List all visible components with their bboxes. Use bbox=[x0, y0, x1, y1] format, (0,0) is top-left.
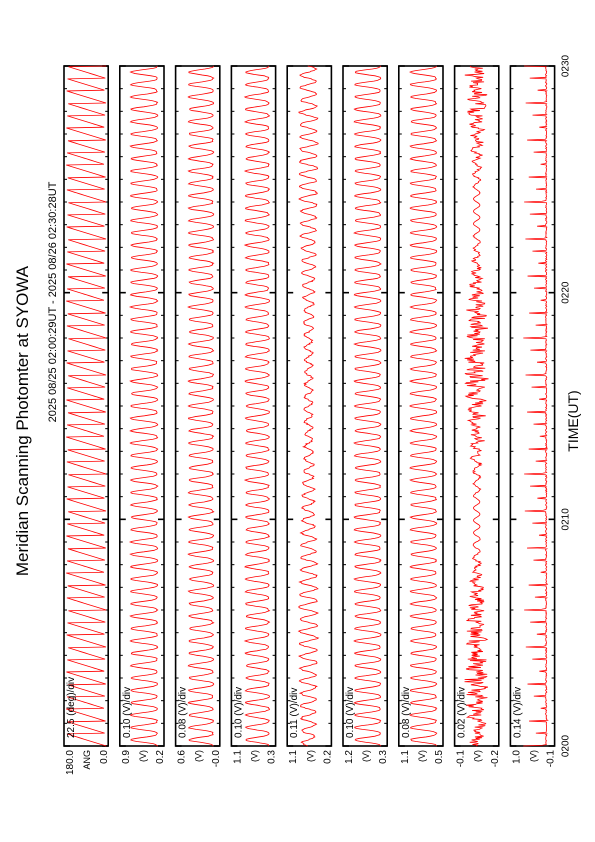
channel-label: (V) bbox=[528, 750, 539, 762]
panel-frame bbox=[399, 66, 443, 746]
y-tick-label: 1.1 bbox=[399, 750, 411, 764]
panel-stack bbox=[64, 66, 557, 775]
scale-label: 0.14 (V)/div bbox=[512, 686, 524, 738]
x-tick-label: 0200 bbox=[560, 734, 572, 758]
y-tick-label: -0.1 bbox=[545, 750, 557, 768]
panel-ch5 bbox=[343, 66, 389, 764]
y-tick-label: 0.3 bbox=[378, 750, 390, 764]
scale-label: 0.10 (V)/div bbox=[121, 686, 133, 738]
y-tick-label: 1.1 bbox=[288, 750, 300, 764]
y-tick-label: 1.2 bbox=[344, 750, 355, 764]
y-tick-label: -0.2 bbox=[489, 750, 501, 768]
panel-frame bbox=[120, 66, 164, 746]
panel-frame bbox=[455, 66, 499, 746]
x-tick-label: 0230 bbox=[560, 54, 572, 78]
y-tick-label: 0.9 bbox=[120, 750, 132, 764]
panel-ch1 bbox=[120, 66, 166, 764]
x-axis-label: TIME(UT) bbox=[565, 390, 581, 452]
scale-label: 0.08 (V)/div bbox=[177, 686, 189, 738]
y-tick-label: 0.3 bbox=[266, 750, 278, 764]
chart-title: Meridian Scanning Photomter at SYOWA bbox=[13, 265, 32, 577]
scale-label: 0.10 (V)/div bbox=[233, 686, 245, 738]
y-tick-label: -0.1 bbox=[455, 750, 467, 768]
y-tick-label: 180.0 bbox=[65, 750, 76, 776]
channel-label: (V) bbox=[249, 750, 260, 762]
panel-frame bbox=[176, 66, 220, 746]
panel-frame bbox=[343, 66, 387, 746]
panel-angle bbox=[64, 66, 110, 775]
scale-label: 22.5 (deg)/div bbox=[66, 676, 77, 738]
panel-frame bbox=[510, 66, 554, 746]
y-tick-label: -0.0 bbox=[210, 750, 222, 768]
panel-ch3 bbox=[231, 66, 277, 764]
channel-label: (V) bbox=[416, 750, 427, 762]
panel-ch4 bbox=[287, 66, 333, 764]
channel-label: ANG bbox=[82, 750, 93, 770]
panel-frame bbox=[231, 66, 275, 746]
x-tick-label: 0210 bbox=[560, 508, 572, 531]
scale-label: 0.10 (V)/div bbox=[345, 686, 356, 738]
panel-ch7 bbox=[455, 66, 501, 767]
scale-label: 0.11 (V)/div bbox=[289, 687, 301, 738]
time-range-label: 2025 08/25 02:00:29UT - 2025 08/26 02:30:28UT bbox=[47, 181, 59, 423]
channel-label: (V) bbox=[472, 750, 483, 762]
y-tick-label: 1.0 bbox=[511, 750, 523, 764]
panel-ch2 bbox=[176, 66, 222, 767]
y-tick-label: 0.2 bbox=[322, 750, 334, 764]
panel-ch6 bbox=[399, 66, 445, 764]
channel-label: (V) bbox=[305, 750, 316, 762]
channel-label: (V) bbox=[137, 750, 148, 762]
y-tick-label: 0.6 bbox=[176, 750, 188, 764]
channel-label: (V) bbox=[361, 750, 372, 762]
scale-label: 0.02 (V)/div bbox=[456, 686, 468, 738]
y-tick-label: 1.1 bbox=[232, 750, 244, 764]
x-tick-label: 0220 bbox=[560, 281, 572, 304]
panel-ch8 bbox=[510, 66, 556, 767]
y-tick-label: 0.0 bbox=[99, 750, 111, 764]
scale-label: 0.08 (V)/div bbox=[400, 686, 412, 738]
y-tick-label: 0.2 bbox=[155, 750, 166, 764]
channel-label: (V) bbox=[193, 750, 204, 762]
rotated-chart-frame bbox=[13, 54, 581, 775]
y-tick-label: 0.5 bbox=[434, 750, 445, 764]
